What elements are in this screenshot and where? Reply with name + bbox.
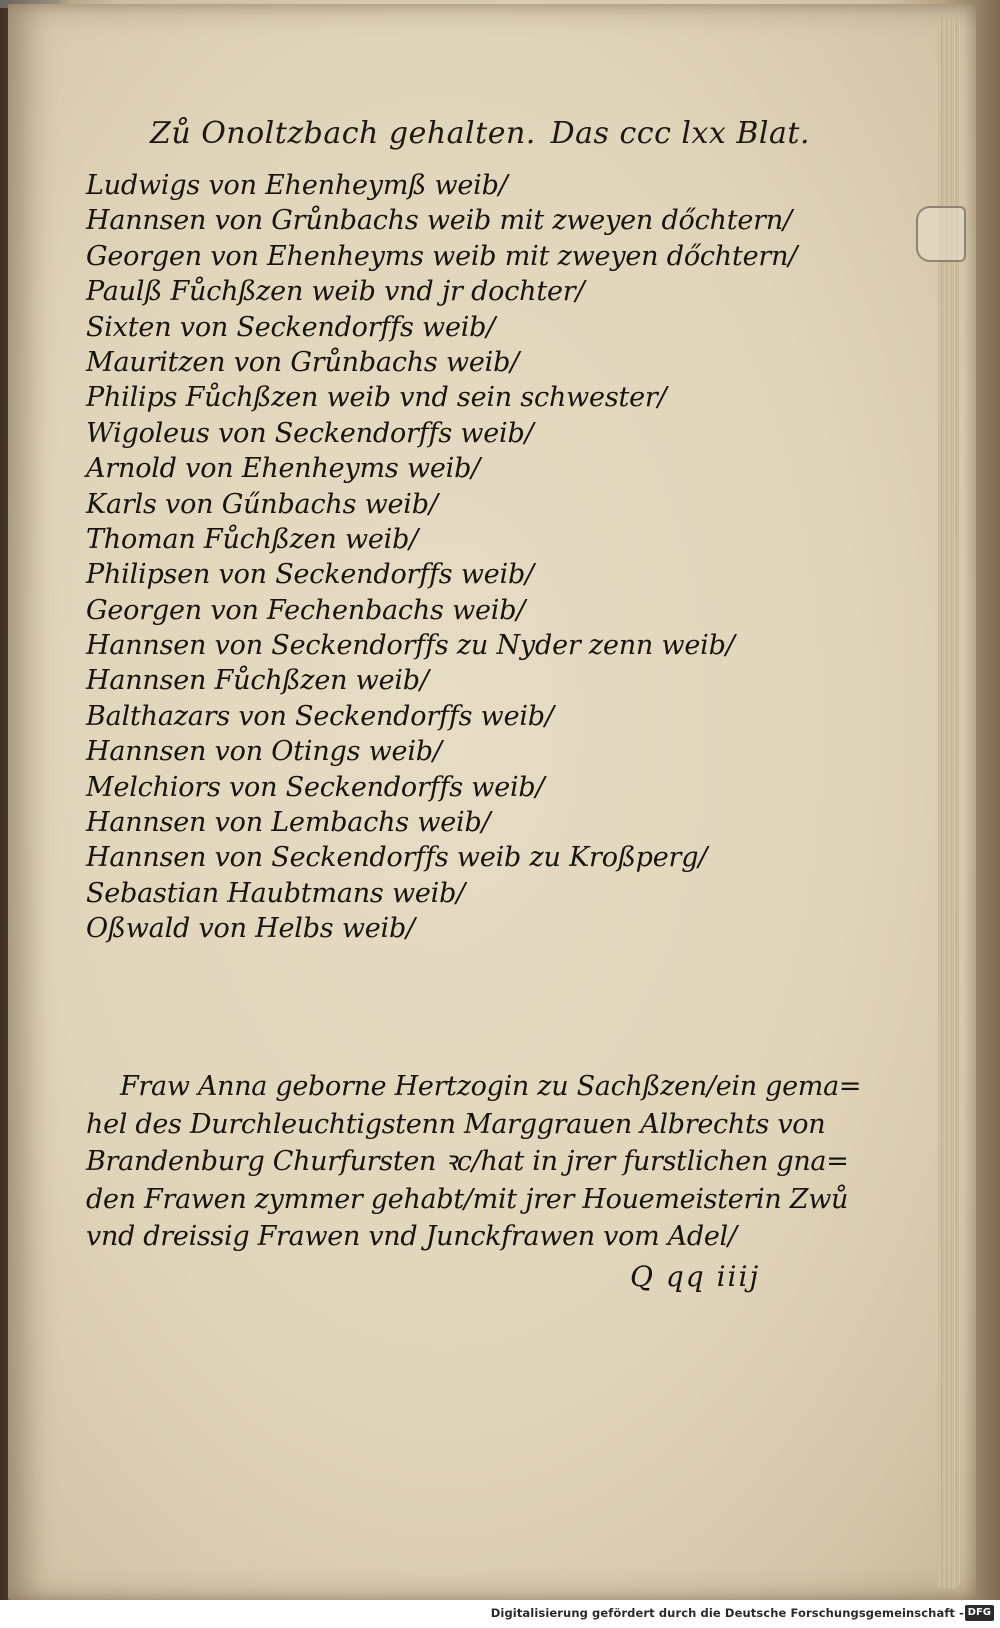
list-item: Georgen von Ehenheyms weib mit zweyen dőchtern/ — [86, 240, 798, 272]
dfg-logo: DFG — [965, 1605, 994, 1621]
bookmark-tab — [916, 206, 966, 262]
list-item: Hannsen von Otings weib/ — [86, 736, 442, 768]
list-item: Sebastian Haubtmans weib/ — [86, 877, 466, 909]
paragraph-line: den Frawen zymmer gehabt/mit jrer Houemeisterin Zwů — [86, 1183, 849, 1215]
paragraph-line: Brandenburg Churfursten ꝛc/hat in jrer furstlichen gna= — [86, 1146, 849, 1177]
funding-note: Digitalisierung gefördert durch die Deutsche Forschungsgemeinschaft - — [490, 1606, 964, 1620]
list-item: Wigoleus von Seckendorffs weib/ — [86, 417, 534, 449]
list-item: Hannsen Fůchßzen weib/ — [86, 665, 429, 697]
signature-mark: Q qq iiij — [630, 1260, 761, 1293]
paragraph-line: hel des Durchleuchtigstenn Marggrauen Albrechts von — [86, 1108, 826, 1140]
list-item: Hannsen von Grůnbachs weib mit zweyen dőchtern/ — [86, 205, 792, 237]
list-item: Hannsen von Seckendorffs zu Nyder zenn weib/ — [86, 630, 735, 662]
list-item: Mauritzen von Grůnbachs weib/ — [86, 346, 520, 378]
list-item: Hannsen von Lembachs weib/ — [86, 807, 491, 839]
header-title: Zů Onoltzbach gehalten. — [150, 116, 536, 151]
folio-number: Das ccc lxx Blat. — [550, 116, 810, 151]
footer-bar — [0, 1600, 1000, 1628]
paragraph-line: Fraw Anna geborne Hertzogin zu Sachßzen/ein gema= — [120, 1071, 862, 1102]
list-item: Thoman Fůchßzen weib/ — [86, 523, 419, 555]
paragraph-line: vnd dreissig Frawen vnd Junckfrawen vom Adel/ — [86, 1221, 737, 1252]
list-item: Oßwald von Helbs weib/ — [86, 913, 415, 945]
list-item: Georgen von Fechenbachs weib/ — [86, 594, 526, 626]
list-item: Paulß Fůchßzen weib vnd jr dochter/ — [86, 276, 585, 308]
body-paragraph — [86, 1068, 862, 1256]
list-item: Melchiors von Seckendorffs weib/ — [86, 771, 545, 803]
list-item: Ludwigs von Ehenheymß weib/ — [86, 170, 508, 201]
list-item: Balthazars von Seckendorffs weib/ — [86, 700, 554, 732]
running-header — [150, 112, 810, 162]
list-item: Sixten von Seckendorffs weib/ — [86, 311, 496, 343]
list-item: Hannsen von Seckendorffs weib zu Kroßperg/ — [86, 842, 708, 874]
list-item: Arnold von Ehenheyms weib/ — [86, 453, 481, 485]
list-item: Philips Fůchßzen weib vnd sein schwester/ — [86, 382, 667, 414]
name-list — [86, 168, 798, 947]
list-item: Philipsen von Seckendorffs weib/ — [86, 559, 534, 591]
list-item: Karls von Gűnbachs weib/ — [86, 488, 438, 520]
